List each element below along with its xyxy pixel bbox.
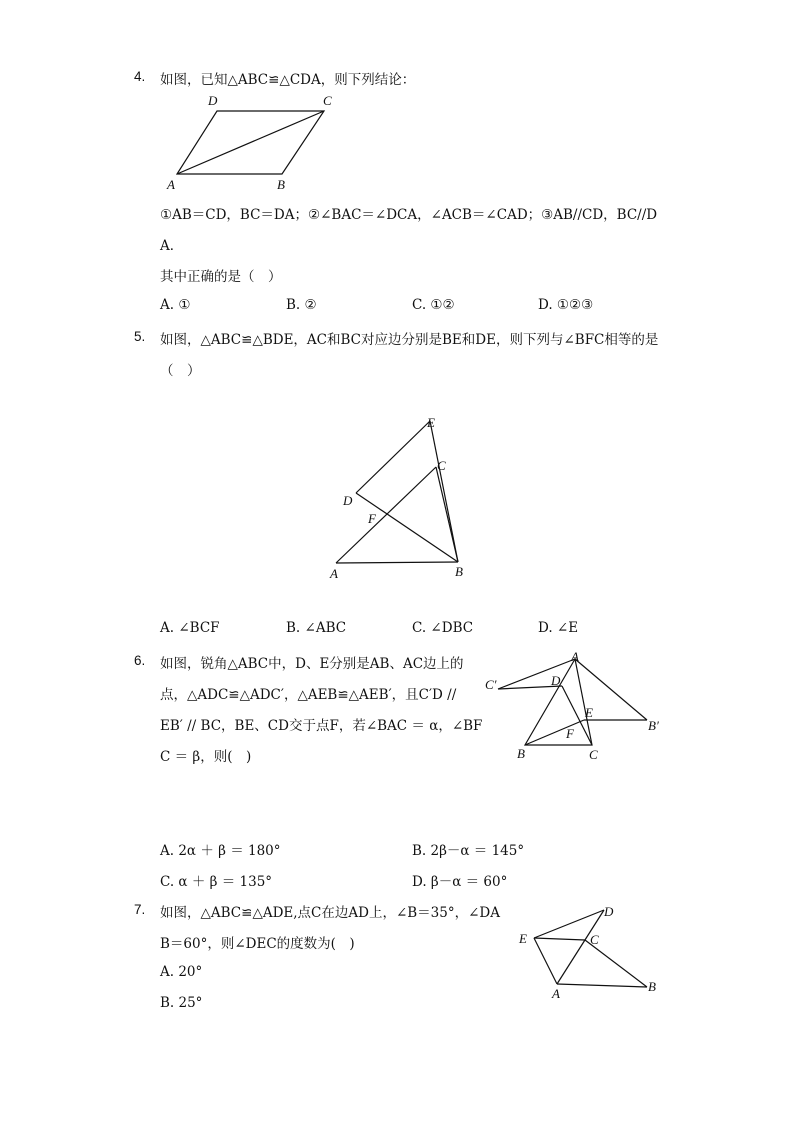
q6-label-e: E [585, 705, 593, 720]
q6-option-a[interactable]: A. 2α ＋ β ＝ 180° [160, 843, 281, 859]
q4-conclusions-line1: ①AB＝CD，BC＝DA；②∠BAC＝∠DCA，∠ACB＝∠CAD；③AB//CD，BC//D [160, 207, 658, 223]
q6-figure [480, 648, 670, 768]
q5-segment-be [430, 421, 458, 562]
q5-option-d[interactable]: D. ∠E [538, 620, 579, 636]
q7-figure [512, 898, 672, 1003]
q4-option-b[interactable]: B. ② [286, 297, 317, 313]
q6-label-c-prime: C′ [485, 677, 497, 692]
q4-option-d[interactable]: D. ①②③ [538, 297, 594, 313]
q4-conclusions-line2: A． [160, 238, 184, 254]
q7-label-d: D [604, 904, 614, 919]
q6-segment-ac-prime [498, 659, 575, 689]
q6-label-b: B [517, 746, 525, 761]
q7-segment-ec [534, 938, 585, 940]
q6-stem-line2: 点，△ADC≌△ADC′，△AEB≌△AEB′，且C′D // [160, 687, 457, 703]
q7-number: 7. [134, 902, 146, 917]
q5-segment-ac [336, 467, 436, 563]
q6-label-b-prime: B′ [648, 718, 659, 733]
q4-question: 其中正确的是（ ） [160, 269, 282, 285]
q7-option-a[interactable]: A. 20° [160, 964, 203, 980]
q5-segment-bd [356, 493, 458, 562]
q6-option-c[interactable]: C. α ＋ β ＝ 135° [160, 874, 273, 890]
q4-label-c: C [323, 93, 332, 108]
q6-segment-be [525, 720, 584, 745]
q6-label-f: F [566, 726, 574, 741]
q4-option-a[interactable]: A. ① [160, 297, 191, 313]
q4-stem: 如图，已知△ABC≌△CDA，则下列结论： [160, 72, 416, 88]
q7-segment-ab [557, 984, 647, 987]
q7-segment-cb [585, 940, 647, 987]
q6-option-d[interactable]: D. β－α ＝ 60° [412, 874, 508, 890]
q6-stem-line4: C ＝ β，则( ) [160, 749, 252, 765]
q4-label-a: A [167, 177, 175, 192]
q7-label-e: E [519, 931, 527, 946]
q7-label-a: A [552, 986, 560, 1001]
q5-number: 5. [134, 329, 146, 344]
q7-stem-line1: 如图，△ABC≌△ADE,点C在边AD上，∠B＝35°，∠DA [160, 905, 500, 921]
q5-figure [320, 410, 480, 585]
q4-option-c[interactable]: C. ①② [412, 297, 455, 313]
q6-label-d: D [551, 673, 561, 688]
q7-stem-line2: B＝60°，则∠DEC的度数为( ) [160, 936, 355, 952]
q6-number: 6. [134, 653, 146, 668]
q5-segment-de [356, 421, 430, 493]
q5-label-d: D [343, 493, 353, 508]
q4-figure [160, 90, 340, 195]
q6-stem-line3: EB′ // BC，BE、CD交于点F，若∠BAC ＝ α，∠BF [160, 718, 483, 734]
q5-label-f: F [368, 511, 376, 526]
q5-option-a[interactable]: A. ∠BCF [160, 620, 220, 636]
q6-label-a: A [571, 649, 579, 664]
q5-stem-line1: 如图，△ABC≌△BDE，AC和BC对应边分别是BE和DE，则下列与∠BFC相等的是 [160, 332, 659, 348]
q4-number: 4. [134, 69, 146, 84]
q6-triangle-abc [525, 659, 592, 745]
q5-label-a: A [330, 566, 338, 581]
q7-label-c: C [590, 932, 599, 947]
q4-label-b: B [277, 177, 285, 192]
q4-diagonal-ac [177, 111, 324, 174]
q5-label-e: E [427, 415, 435, 430]
q5-segment-ab [336, 562, 458, 563]
q4-label-d: D [208, 93, 218, 108]
q6-option-b[interactable]: B. 2β－α ＝ 145° [412, 843, 525, 859]
q5-stem-line2: （ ） [160, 363, 201, 379]
q5-option-b[interactable]: B. ∠ABC [286, 620, 347, 636]
q6-stem-line1: 如图，锐角△ABC中，D、E分别是AB、AC边上的 [160, 656, 464, 672]
q5-label-c: C [437, 458, 446, 473]
q5-label-b: B [455, 564, 463, 579]
q7-option-b[interactable]: B. 25° [160, 995, 203, 1011]
q7-segment-ea [534, 938, 557, 984]
q7-label-b: B [648, 979, 656, 994]
q6-label-c: C [589, 747, 598, 762]
q7-segment-ad [557, 910, 604, 984]
q5-option-c[interactable]: C. ∠DBC [412, 620, 474, 636]
